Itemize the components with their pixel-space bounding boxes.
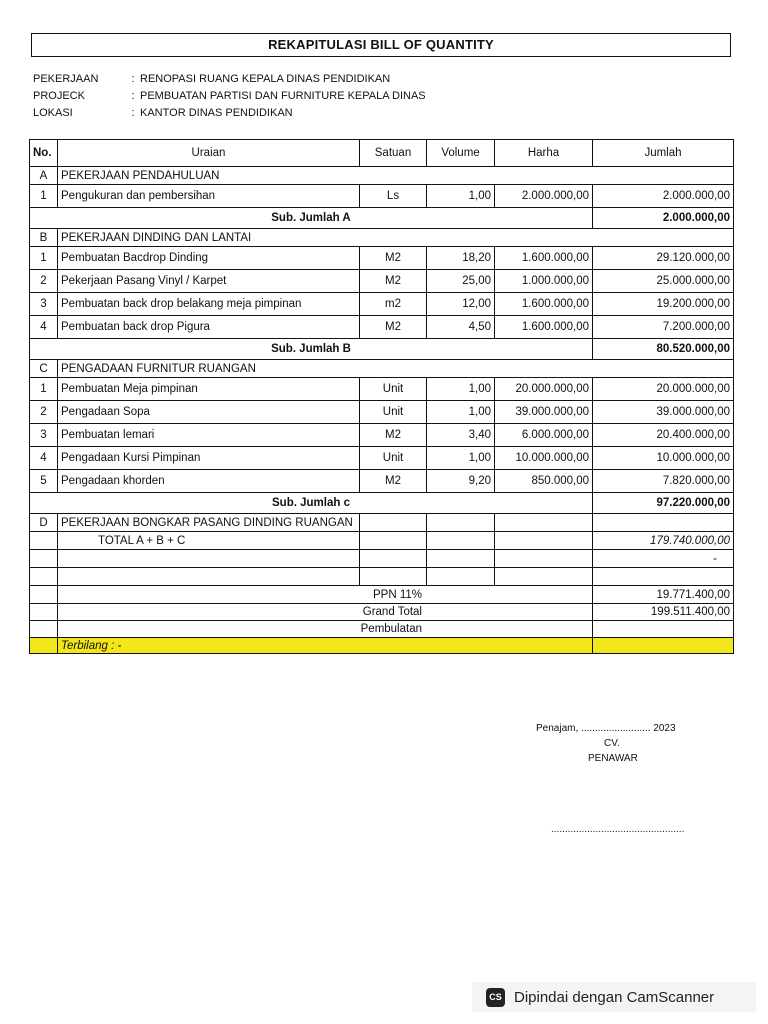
header-uraian: Uraian <box>58 140 360 167</box>
camscanner-watermark <box>472 982 756 1012</box>
cell-satuan: M2 <box>360 270 427 293</box>
table-row <box>30 185 734 208</box>
cell-satuan: M2 <box>360 316 427 339</box>
cell-volume: 12,00 <box>427 293 495 316</box>
place-date: Penajam, ......................... 2023 <box>536 723 676 734</box>
cell-no: 5 <box>30 470 58 493</box>
camscanner-icon: CS <box>486 988 505 1007</box>
total-value: 179.740.000,00 <box>593 532 734 550</box>
cell-jumlah: 20.400.000,00 <box>593 424 734 447</box>
cell-harga: 20.000.000,00 <box>495 378 593 401</box>
subtotal-label: Sub. Jumlah B <box>30 339 593 360</box>
cell-satuan: M2 <box>360 424 427 447</box>
cell-jumlah: 25.000.000,00 <box>593 270 734 293</box>
meta-key: PEKERJAAN <box>33 73 99 85</box>
table-row <box>30 401 734 424</box>
cell-uraian: Pembuatan lemari <box>58 424 360 447</box>
cell-satuan: M2 <box>360 470 427 493</box>
section-row <box>30 360 734 378</box>
table-header-row <box>30 140 734 167</box>
dash-value: - <box>593 550 734 568</box>
table-row <box>30 470 734 493</box>
cell-satuan: m2 <box>360 293 427 316</box>
blank-row <box>30 568 734 586</box>
cell-no: 3 <box>30 424 58 447</box>
cell-uraian: Pembuatan Bacdrop Dinding <box>58 247 360 270</box>
cell-no: 1 <box>30 378 58 401</box>
cell-uraian: Pengukuran dan pembersihan <box>58 185 360 208</box>
cell-no: 1 <box>30 185 58 208</box>
meta-pekerjaan <box>33 71 426 88</box>
meta-key: PROJECK <box>33 90 85 102</box>
subtotal-label: Sub. Jumlah c <box>30 493 593 514</box>
section-title: PEKERJAAN PENDAHULUAN <box>58 167 734 185</box>
signature-line: ................................................ <box>551 824 685 835</box>
section-title: PEKERJAAN BONGKAR PASANG DINDING RUANGAN <box>58 514 360 532</box>
table-row <box>30 293 734 316</box>
total-label: TOTAL A + B + C <box>58 532 360 550</box>
cell-volume: 3,40 <box>427 424 495 447</box>
signature-block <box>536 721 676 766</box>
cell-uraian: Pekerjaan Pasang Vinyl / Karpet <box>58 270 360 293</box>
cell-satuan: Unit <box>360 401 427 424</box>
table-row <box>30 447 734 470</box>
cell-volume: 25,00 <box>427 270 495 293</box>
ppn-row <box>30 586 734 604</box>
meta-value: PEMBUATAN PARTISI DAN FURNITURE KEPALA DINAS <box>140 90 426 102</box>
cell-harga: 1.600.000,00 <box>495 293 593 316</box>
cell-no: 2 <box>30 270 58 293</box>
document-title: REKAPITULASI BILL OF QUANTITY <box>31 33 731 57</box>
cell-harga: 39.000.000,00 <box>495 401 593 424</box>
terbilang-label: Terbilang : - <box>58 638 593 654</box>
section-code: C <box>30 360 58 378</box>
cell-volume: 1,00 <box>427 447 495 470</box>
section-row <box>30 229 734 247</box>
cell-harga: 10.000.000,00 <box>495 447 593 470</box>
cell-no: 2 <box>30 401 58 424</box>
cell-uraian: Pengadaan khorden <box>58 470 360 493</box>
cell-no: 4 <box>30 447 58 470</box>
table-row <box>30 316 734 339</box>
cell-volume: 4,50 <box>427 316 495 339</box>
meta-sep: : <box>131 90 135 102</box>
header-harga: Harha <box>495 140 593 167</box>
subtotal-row <box>30 493 734 514</box>
cell-uraian: Pembuatan Meja pimpinan <box>58 378 360 401</box>
blank-row <box>30 550 734 568</box>
company-name: CV. <box>604 738 620 749</box>
project-meta <box>33 71 426 122</box>
cell-harga: 1.600.000,00 <box>495 247 593 270</box>
cell-jumlah: 39.000.000,00 <box>593 401 734 424</box>
terbilang-row <box>30 638 734 654</box>
cell-jumlah: 19.200.000,00 <box>593 293 734 316</box>
cell-jumlah: 29.120.000,00 <box>593 247 734 270</box>
cell-harga: 850.000,00 <box>495 470 593 493</box>
cell-jumlah: 7.820.000,00 <box>593 470 734 493</box>
subtotal-value: 2.000.000,00 <box>593 208 734 229</box>
table-row <box>30 270 734 293</box>
meta-sep: : <box>131 73 135 85</box>
cell-jumlah: 2.000.000,00 <box>593 185 734 208</box>
cell-uraian: Pengadaan Kursi Pimpinan <box>58 447 360 470</box>
cell-harga: 2.000.000,00 <box>495 185 593 208</box>
header-satuan: Satuan <box>360 140 427 167</box>
cell-satuan: M2 <box>360 247 427 270</box>
cell-satuan: Unit <box>360 447 427 470</box>
grand-total-row <box>30 604 734 621</box>
cell-volume: 1,00 <box>427 185 495 208</box>
cell-no: 3 <box>30 293 58 316</box>
subtotal-label: Sub. Jumlah A <box>30 208 593 229</box>
section-code: A <box>30 167 58 185</box>
meta-key: LOKASI <box>33 107 73 119</box>
total-row <box>30 532 734 550</box>
subtotal-value: 97.220.000,00 <box>593 493 734 514</box>
header-jumlah: Jumlah <box>593 140 734 167</box>
cell-volume: 1,00 <box>427 401 495 424</box>
section-row <box>30 514 734 532</box>
signer-role: PENAWAR <box>588 753 638 764</box>
table-row <box>30 424 734 447</box>
subtotal-row <box>30 208 734 229</box>
cell-satuan: Ls <box>360 185 427 208</box>
section-title: PENGADAAN FURNITUR RUANGAN <box>58 360 734 378</box>
cell-volume: 18,20 <box>427 247 495 270</box>
ppn-label: PPN 11% <box>58 586 593 604</box>
watermark-text: Dipindai dengan CamScanner <box>514 988 715 1006</box>
table-row <box>30 378 734 401</box>
meta-sep: : <box>131 107 135 119</box>
subtotal-row <box>30 339 734 360</box>
meta-projeck <box>33 88 426 105</box>
boq-table <box>29 139 734 654</box>
meta-lokasi <box>33 105 426 122</box>
cell-jumlah: 10.000.000,00 <box>593 447 734 470</box>
meta-value: KANTOR DINAS PENDIDIKAN <box>140 107 293 119</box>
cell-satuan: Unit <box>360 378 427 401</box>
pembulatan-label: Pembulatan <box>58 621 593 638</box>
subtotal-value: 80.520.000,00 <box>593 339 734 360</box>
cell-uraian: Pembuatan back drop belakang meja pimpinan <box>58 293 360 316</box>
section-row <box>30 167 734 185</box>
cell-no: 4 <box>30 316 58 339</box>
cell-harga: 1.000.000,00 <box>495 270 593 293</box>
cell-uraian: Pembuatan back drop Pigura <box>58 316 360 339</box>
cell-volume: 9,20 <box>427 470 495 493</box>
pembulatan-row <box>30 621 734 638</box>
section-title: PEKERJAAN DINDING DAN LANTAI <box>58 229 734 247</box>
cell-jumlah: 7.200.000,00 <box>593 316 734 339</box>
grand-total-value: 199.511.400,00 <box>593 604 734 621</box>
header-volume: Volume <box>427 140 495 167</box>
header-no: No. <box>30 140 58 167</box>
cell-jumlah: 20.000.000,00 <box>593 378 734 401</box>
cell-harga: 1.600.000,00 <box>495 316 593 339</box>
table-row <box>30 247 734 270</box>
cell-uraian: Pengadaan Sopa <box>58 401 360 424</box>
ppn-value: 19.771.400,00 <box>593 586 734 604</box>
section-code: D <box>30 514 58 532</box>
cell-no: 1 <box>30 247 58 270</box>
cell-volume: 1,00 <box>427 378 495 401</box>
grand-total-label: Grand Total <box>58 604 593 621</box>
section-code: B <box>30 229 58 247</box>
cell-harga: 6.000.000,00 <box>495 424 593 447</box>
meta-value: RENOPASI RUANG KEPALA DINAS PENDIDIKAN <box>140 73 391 85</box>
